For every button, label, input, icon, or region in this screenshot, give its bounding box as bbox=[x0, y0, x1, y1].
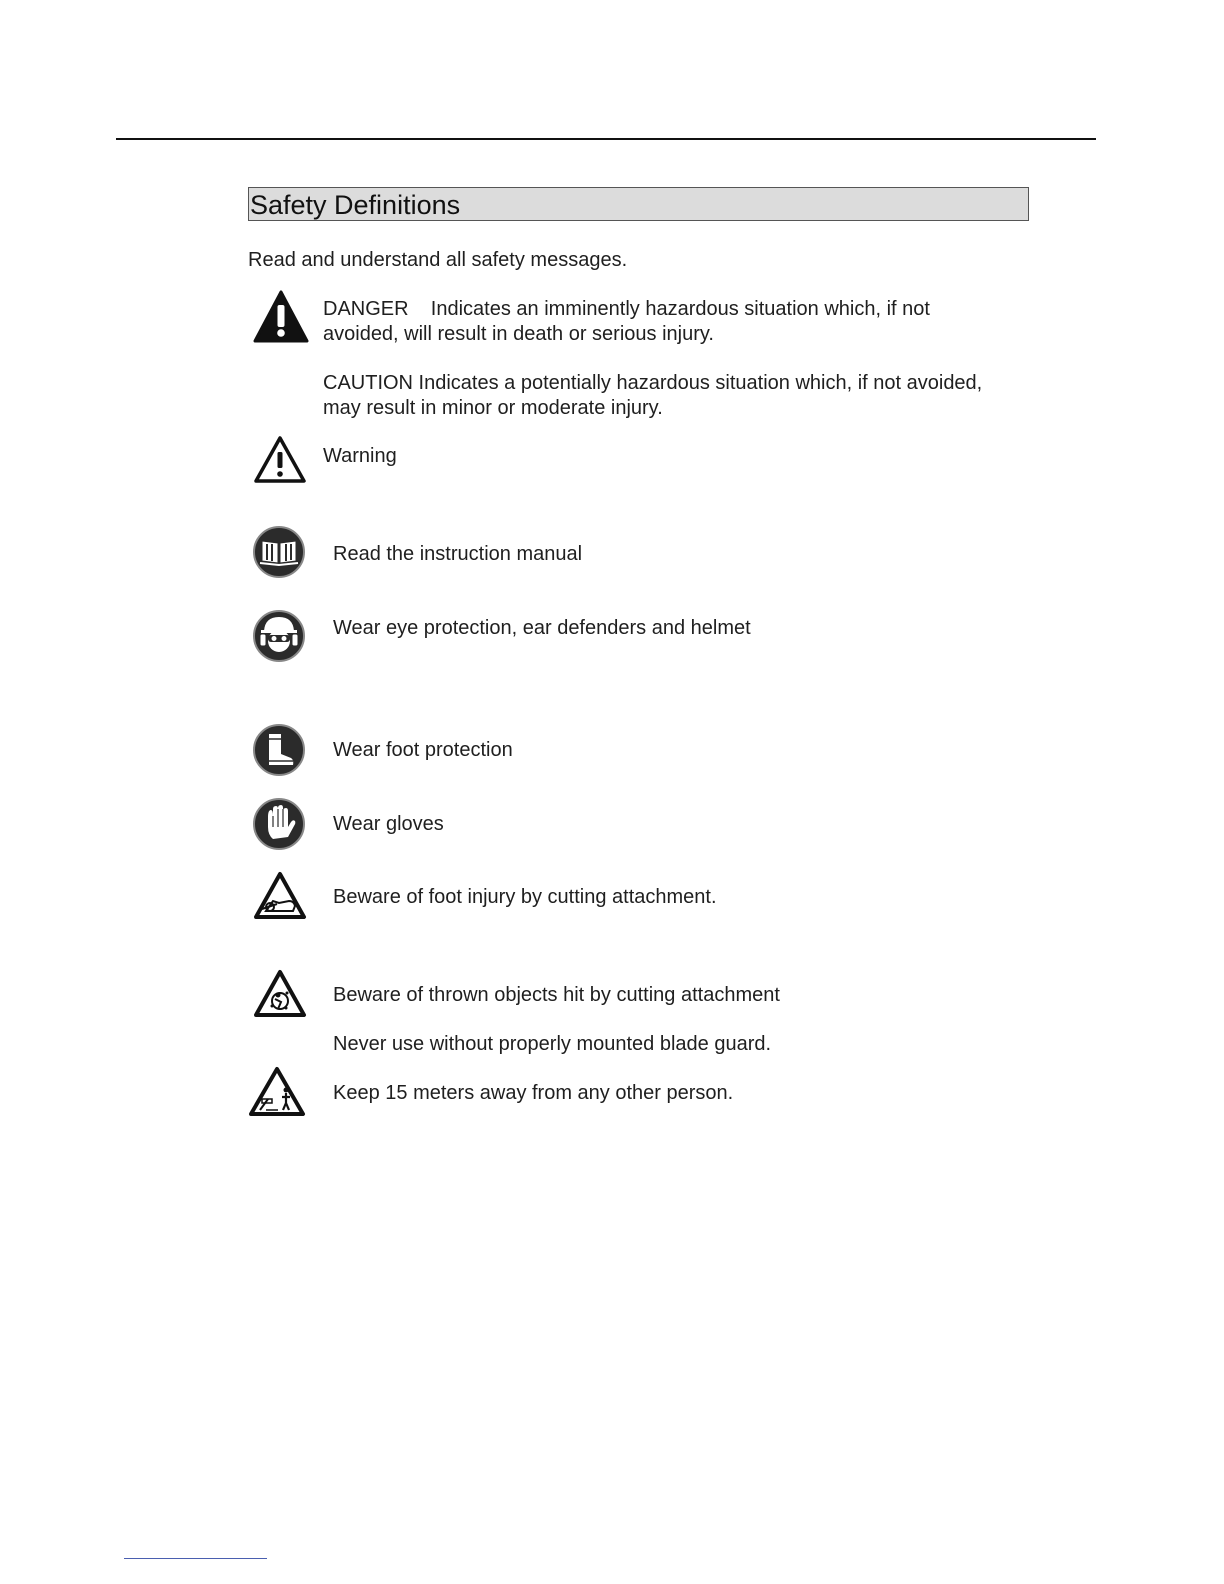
ppe-text: Wear eye protection, ear defenders and helmet bbox=[333, 617, 751, 639]
thrown-objects-text: Beware of thrown objects hit by cutting attachment bbox=[333, 984, 780, 1006]
intro-text: Read and understand all safety messages. bbox=[248, 249, 628, 271]
foot-blade-warning-icon bbox=[253, 871, 307, 921]
caution-text-line2: may result in minor or moderate injury. bbox=[323, 397, 663, 419]
boot-text: Wear foot protection bbox=[333, 739, 513, 761]
warning-text: Warning bbox=[323, 445, 397, 467]
boot-icon bbox=[251, 723, 307, 777]
footnote-rule bbox=[124, 1558, 267, 1559]
section-title-box bbox=[248, 187, 1029, 221]
caution-text-line1: CAUTION Indicates a potentially hazardous situation which, if not avoided, bbox=[323, 372, 983, 394]
header-divider bbox=[116, 138, 1096, 140]
book-icon bbox=[251, 525, 307, 579]
warning-triangle-icon bbox=[253, 435, 307, 485]
keep-distance-warning-icon bbox=[248, 1066, 306, 1118]
helmet-goggles-earmuffs-icon bbox=[251, 609, 307, 663]
glove-text: Wear gloves bbox=[333, 813, 444, 835]
danger-triangle-icon bbox=[253, 290, 309, 344]
blade-guard-text: Never use without properly mounted blade guard. bbox=[333, 1033, 772, 1055]
glove-icon bbox=[251, 797, 307, 851]
distance-text: Keep 15 meters away from any other person. bbox=[333, 1082, 734, 1104]
section-title: Safety Definitions bbox=[250, 190, 461, 220]
foot-injury-text: Beware of foot injury by cutting attachment. bbox=[333, 886, 717, 908]
manual-text: Read the instruction manual bbox=[333, 543, 583, 565]
danger-text-line2: avoided, will result in death or serious injury. bbox=[323, 323, 714, 345]
danger-text-line1: DANGER Indicates an imminently hazardous situation which, if not bbox=[323, 298, 930, 320]
thrown-objects-warning-icon bbox=[253, 969, 307, 1019]
